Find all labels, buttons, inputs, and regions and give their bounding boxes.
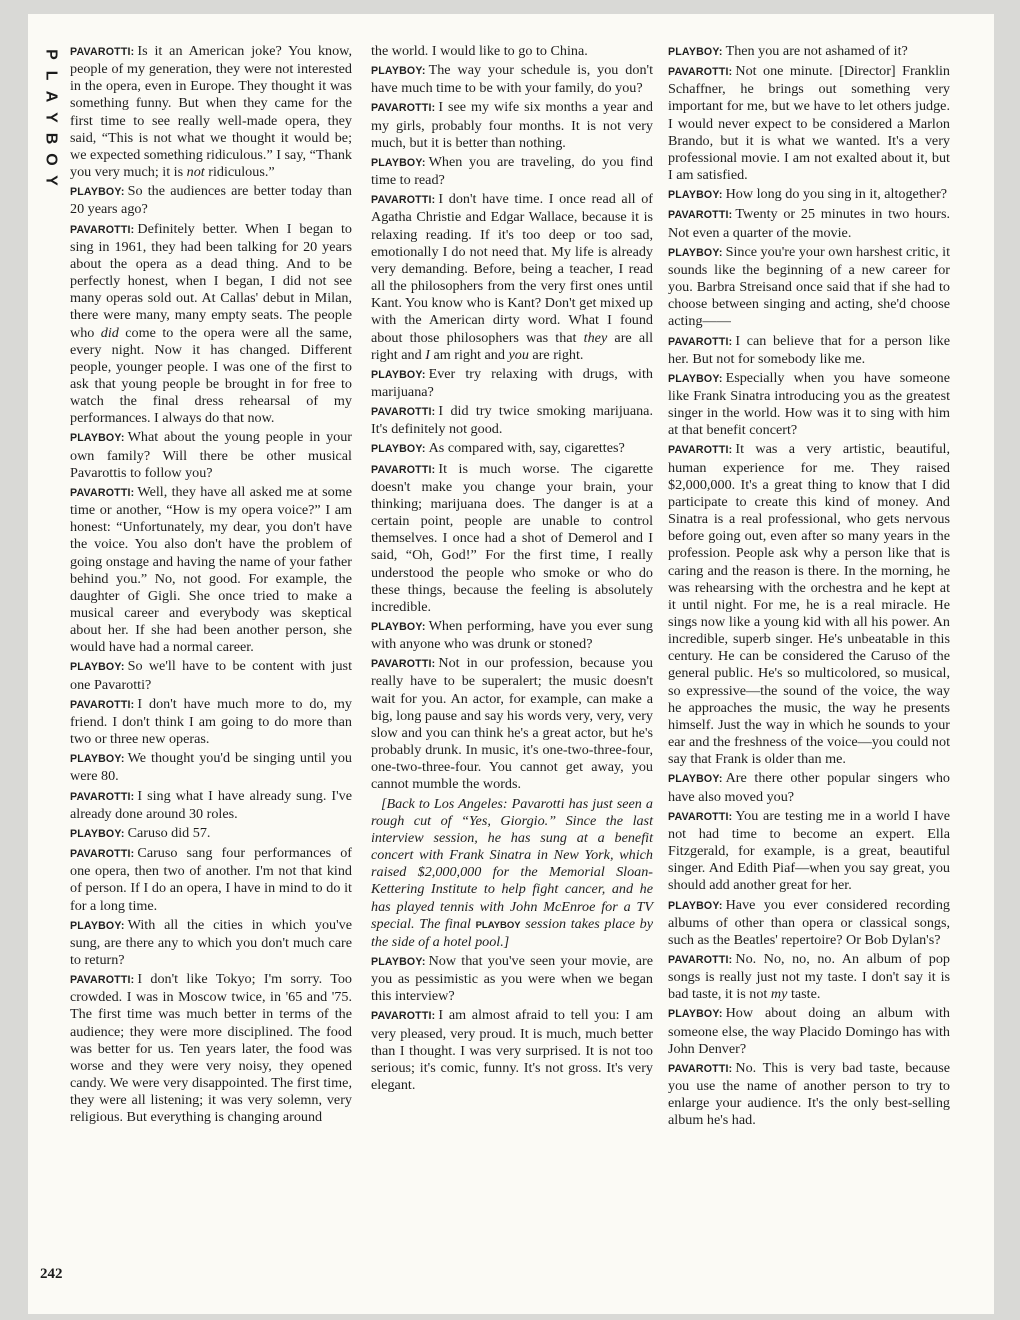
interview-paragraph bbox=[371, 1007, 653, 1094]
emphasis-text: my bbox=[770, 986, 788, 1003]
paragraph-text: Definitely better. When I began to sing in 1961, they had been talking for 20 years about the opera as a dead thing. And to be perfectly honest, when I began, I did not see many operas sold out. At Callas' debut in Milan, there were many, many empty seats. The people who bbox=[70, 220, 352, 341]
paragraph-text: are right. bbox=[528, 346, 584, 363]
paragraph-text: I sing what I have already sung. I've already done around 30 roles. bbox=[70, 787, 352, 822]
interview-paragraph bbox=[70, 788, 352, 823]
speaker-label: PLAYBOY: bbox=[371, 368, 426, 381]
interview-paragraph bbox=[668, 206, 950, 241]
paragraph-text: are all right and bbox=[371, 329, 654, 363]
paragraph-text: session takes place by the side of a hotel pool.] bbox=[371, 915, 653, 950]
paragraph-text: Twenty or 25 minutes in two hours. Not even a quarter of the movie. bbox=[668, 206, 950, 241]
interview-paragraph bbox=[70, 696, 352, 748]
speaker-label: PLAYBOY: bbox=[371, 443, 426, 456]
interview-paragraph bbox=[371, 99, 653, 151]
paragraph-text: With all the cities in which you've sung, are there any to which you don't much care to return? bbox=[70, 916, 352, 968]
magazine-side-title bbox=[38, 44, 58, 191]
speaker-label: PLAYBOY: bbox=[70, 753, 125, 766]
speaker-label: PAVAROTTI: bbox=[668, 953, 733, 966]
side-title-letter: A bbox=[42, 90, 60, 103]
paragraph-text: How long do you sing in it, altogether? bbox=[725, 186, 948, 203]
speaker-label: PAVAROTTI: bbox=[668, 444, 733, 457]
paragraph-text: Have you ever considered recording albums of other than opera or classical songs, such as the Beatles' repertoire? Or Bob Dylan's? bbox=[668, 896, 950, 948]
paragraph-text: Not one minute. [Director] Franklin Schaffner, he brings out something very important for me, but we have to let others judge. I would never expect to be considered a Marlon Brando, but it is what we wanted. It's a very professional movie. I am not exalted about it, but I am satisfied. bbox=[668, 63, 950, 184]
interview-paragraph bbox=[70, 484, 352, 657]
interview-paragraph bbox=[70, 43, 352, 181]
side-title-letter: P bbox=[42, 49, 60, 60]
speaker-label: PLAYBOY: bbox=[371, 621, 426, 633]
speaker-label: PAVAROTTI: bbox=[70, 848, 135, 861]
interview-paragraph bbox=[70, 221, 352, 428]
speaker-label: PAVAROTTI: bbox=[371, 102, 436, 115]
interview-paragraph bbox=[371, 655, 653, 793]
interview-paragraph bbox=[668, 333, 950, 368]
interview-paragraph bbox=[371, 953, 653, 1005]
interview-paragraph bbox=[668, 186, 950, 204]
paragraph-text: am right and bbox=[429, 346, 509, 363]
interview-paragraph bbox=[371, 62, 653, 97]
interview-paragraph bbox=[668, 1005, 950, 1057]
interview-paragraph bbox=[70, 429, 352, 481]
paragraph-text: So we'll have to be content with just one Pavarotti? bbox=[70, 658, 352, 693]
speaker-label: PAVAROTTI: bbox=[668, 1062, 733, 1075]
interview-paragraph bbox=[371, 440, 653, 458]
speaker-label: PLAYBOY: bbox=[668, 773, 723, 786]
paragraph-text: I don't have much more to do, my friend. I don't think I am going to do more than two or three new operas. bbox=[70, 695, 352, 748]
speaker-label: PAVAROTTI: bbox=[70, 790, 135, 803]
paragraph-text: So the audiences are better today than 20 years ago? bbox=[70, 183, 352, 218]
interview-paragraph bbox=[371, 366, 653, 401]
speaker-label: PLAYBOY: bbox=[70, 432, 125, 445]
speaker-label: PLAYBOY: bbox=[668, 1008, 723, 1021]
speaker-label: PAVAROTTI: bbox=[70, 974, 135, 987]
speaker-label: PAVAROTTI: bbox=[371, 406, 436, 419]
emphasis-text: they bbox=[583, 329, 608, 346]
paragraph-text: When performing, have you ever sung with anyone who was drunk or stoned? bbox=[371, 618, 653, 653]
interview-paragraph bbox=[668, 1060, 950, 1130]
side-title-letter: B bbox=[42, 132, 60, 145]
paragraph-text: How about doing an album with someone else, the way Placido Domingo has with John Denver? bbox=[668, 1005, 950, 1057]
speaker-label: PAVAROTTI: bbox=[668, 335, 733, 348]
paragraph-text: The way your schedule is, you don't have much time to be with your family, do you? bbox=[371, 62, 653, 97]
interview-paragraph bbox=[668, 244, 950, 331]
paragraph-text: We thought you'd be singing until you were 80. bbox=[70, 750, 352, 785]
paragraph-text: come to the opera were all the same, every night. Now it has changed. Different people, younger people. I was one of the first to ask that young people be brought in for free to watch the final dress rehearsal of my performances. I always do that now. bbox=[70, 324, 352, 427]
speaker-label: PAVAROTTI: bbox=[371, 194, 436, 207]
paragraph-text: taste. bbox=[787, 986, 821, 1003]
paragraph-text: ridiculous.” bbox=[204, 164, 275, 181]
paragraph-text: I see my wife six months a year and my girls, probably four months. It is not very much, but it is better than nothing. bbox=[371, 99, 653, 151]
paragraph-text: Especially when you have someone like Frank Sinatra introducing you as the greatest singer in the world. How was it to sing with him at that benefit concert? bbox=[668, 369, 950, 439]
emphasis-text: did bbox=[100, 324, 119, 341]
interview-paragraph bbox=[371, 618, 653, 653]
speaker-label: PAVAROTTI: bbox=[70, 223, 135, 236]
speaker-label: PAVAROTTI: bbox=[668, 209, 733, 222]
paragraph-text: What about the young people in your own family? Will there be other musical Pavarottis to follow you? bbox=[70, 429, 352, 481]
paragraph-text: Is it an American joke? You know, people of my generation, they were not interested in the opera, even in Europe. They thought it was something funny. But when they came for the first time to see really well-made opera, they said, “This is not what we thought it would be; we expected something ridiculous.” I say, “Thank you very much; it is bbox=[70, 43, 352, 181]
paragraph-text: I am almost afraid to tell you: I am very pleased, very proud. It is much, much better than I thought. I was very surprised. It is not too serious; it's comic, funny. It's not gross. It's very elegant. bbox=[371, 1007, 653, 1094]
paragraph-text: Not in our profession, because you really have to be superalert; the music doesn't wait for you. An actor, for example, can make a big, long pause and say his words very, very, very slow and you can think he's a great actor, but he's probably drunk. In music, it's one-two-three-four, one-two-three-four. You cannot get away, you cannot mumble the words. bbox=[371, 655, 653, 793]
speaker-label: PLAYBOY: bbox=[371, 65, 426, 78]
interview-paragraph bbox=[668, 951, 950, 1003]
paragraph-text: I did try twice smoking marijuana. It's definitely not good. bbox=[371, 403, 653, 438]
emphasis-text: I bbox=[425, 346, 430, 363]
interview-paragraph bbox=[70, 183, 352, 218]
interview-paragraph bbox=[70, 971, 352, 1126]
interview-paragraph bbox=[371, 43, 653, 60]
interview-paragraph bbox=[371, 191, 653, 364]
interview-paragraph bbox=[668, 43, 950, 61]
paragraph-text: Caruso did 57. bbox=[127, 824, 211, 841]
interview-paragraph bbox=[668, 441, 950, 768]
speaker-label: PAVAROTTI: bbox=[668, 810, 733, 823]
page-number: 242 bbox=[40, 1266, 63, 1282]
speaker-label: PLAYBOY: bbox=[70, 827, 125, 840]
speaker-label: PAVAROTTI: bbox=[371, 463, 436, 476]
interview-paragraph bbox=[70, 917, 352, 969]
small-caps-text: PLAYBOY bbox=[475, 919, 521, 931]
speaker-label: PLAYBOY: bbox=[70, 661, 125, 674]
speaker-label: PLAYBOY: bbox=[371, 955, 426, 968]
speaker-label: PLAYBOY: bbox=[70, 186, 125, 199]
speaker-label: PLAYBOY: bbox=[668, 899, 723, 912]
paragraph-text: the world. I would like to go to China. bbox=[371, 43, 588, 59]
paragraph-text: Since you're your own harshest critic, it sounds like the beginning of a new career for you. Barbra Streisand once said that if she had to choose between singing and acting, she'd choose acting—— bbox=[668, 243, 950, 330]
speaker-label: PAVAROTTI: bbox=[70, 698, 135, 711]
paragraph-text: No. This is very bad taste, because you use the name of another person to try to enlarge your audience. It's the only best-selling album he's had. bbox=[668, 1059, 950, 1129]
paragraph-text: I don't have time. I once read all of Agatha Christie and Edgar Wallace, because it is relaxing reading. If it's too deep or too sad, emotionally I do not need that. My life is already very demanding. Before, being a teacher, I read all the philosophers from the very first ones until Kant. You know who is Kant? Don't get mixed up with the American dirty word. What I found about those philosophers was that bbox=[371, 191, 653, 346]
interview-paragraph bbox=[70, 825, 352, 843]
magazine-page bbox=[28, 14, 994, 1314]
text-column-1 bbox=[70, 43, 352, 1129]
interview-paragraph bbox=[668, 897, 950, 949]
side-title-letter: Y bbox=[42, 175, 60, 186]
speaker-label: PAVAROTTI: bbox=[668, 66, 733, 79]
paragraph-text: Ever try relaxing with drugs, with marijuana? bbox=[371, 365, 653, 400]
editorial-interlude bbox=[371, 796, 653, 951]
paragraph-text: Now that you've seen your movie, are you as pessimistic as you were when we began this interview? bbox=[371, 952, 653, 1005]
speaker-label: PAVAROTTI: bbox=[70, 46, 135, 58]
speaker-label: PLAYBOY: bbox=[371, 156, 426, 169]
text-column-3 bbox=[668, 43, 950, 1132]
emphasis-text: not bbox=[186, 164, 205, 181]
speaker-label: PLAYBOY: bbox=[70, 919, 125, 932]
interview-paragraph bbox=[70, 845, 352, 915]
paragraph-text: No. No, no, no. An album of pop songs is really just not my taste. I don't say it is bad taste, it is not bbox=[668, 950, 950, 1003]
speaker-label: PLAYBOY: bbox=[668, 372, 723, 385]
speaker-label: PAVAROTTI: bbox=[70, 486, 135, 499]
interview-paragraph bbox=[668, 770, 950, 805]
paragraph-text: [Back to Los Angeles: Pavarotti has just seen a rough cut of “Yes, Giorgio.” Since the last interview session, he has sung at a benefit concert with Frank Sinatra in New York, which raised $2,000,000 for the Memorial Sloan-Kettering Institute to help fight cancer, and he has played tennis with John McEnroe for a TV special. The final bbox=[371, 795, 653, 932]
side-title-letter: L bbox=[42, 70, 60, 81]
paragraph-text: I don't like Tokyo; I'm sorry. Too crowded. I was in Moscow twice, in '65 and '75. The first time was much better in terms of the audience; they were more disciplined. The food was better for us. Ten years later, the food was worse and they were very noisy, they opened candy. We were very disappointed. The first time, they were all listening; it was very solemn, very religious. But everything is changing around bbox=[70, 971, 352, 1126]
interview-paragraph bbox=[70, 658, 352, 693]
emphasis-text: you bbox=[508, 346, 529, 363]
speaker-label: PLAYBOY: bbox=[668, 46, 723, 58]
paragraph-text: When you are traveling, do you find time to read? bbox=[371, 153, 653, 189]
interview-paragraph bbox=[371, 461, 653, 616]
paragraph-text: Well, they have all asked me at some time or another, “How is my opera voice?” I am honest: “Unfortunately, my dear, you don't have the voice. You also don't have the problem of going onstage and having the name of your father behind you.” No, not good. For example, the daughter of Gigli. She once tried to make a musical career and everybody was skeptical about her. If she had been another person, she would have had a normal career. bbox=[70, 483, 352, 656]
interview-paragraph bbox=[70, 750, 352, 785]
paragraph-text: It is much worse. The cigarette doesn't make you change your brain, your thinking; marijuana does. The danger is at a certain point, people are unable to control themselves. I once had a shot of Demerol and I said, “Oh, God!” For the first time, I really understood the people who smoke or who do these things, because the feeling is absolutely incredible. bbox=[371, 460, 653, 615]
speaker-label: PAVAROTTI: bbox=[371, 1010, 436, 1023]
interview-paragraph bbox=[371, 154, 653, 189]
paragraph-text: As compared with, say, cigarettes? bbox=[428, 440, 625, 457]
side-title-letter: Y bbox=[42, 112, 60, 123]
paragraph-text: Are there other popular singers who have also moved you? bbox=[668, 770, 950, 805]
paragraph-text: Then you are not ashamed of it? bbox=[725, 43, 908, 59]
interview-paragraph bbox=[668, 63, 950, 184]
paragraph-text: It was a very artistic, beautiful, human experience for me. They raised $2,000,000. It's a great thing to know that I did participate to create this kind of money. And Sinatra is a real professional, who gets nervous before going out, even after so many years in the profession. People ask why a person like that is caring and the reason is there. In the morning, he was rehearsing with the orchestra and he kept at it until night. For me, he is a real miracle. He sings now like a young kid with all his power. An incredible, superb singer. He's unbeatable in this century. He can be considered the Caruso of the general public. He's so multicolored, so musical, so expressive—the sound of the voice, the way he approaches the music, the way he presents himself. Just the way in which he sounds to your ear and the freshness of the voice—you could not say that Frank is older than me. bbox=[668, 441, 950, 768]
interview-paragraph bbox=[668, 370, 950, 440]
paragraph-text: Caruso sang four performances of one opera, then two of another. I'm not that kind of person. If I do an opera, I have in mind to do it for a long time. bbox=[70, 845, 352, 914]
paragraph-text: You are testing me in a world I have not had time to become an expert. Ella Fitzgerald, for example, is a great, beautiful singer. And Edith Piaf—when you say great, you should add another great for her. bbox=[668, 807, 950, 894]
speaker-label: PLAYBOY: bbox=[668, 246, 723, 259]
interview-paragraph bbox=[668, 808, 950, 895]
speaker-label: PAVAROTTI: bbox=[371, 658, 436, 671]
speaker-label: PLAYBOY: bbox=[668, 189, 723, 202]
side-title-letter: O bbox=[42, 153, 60, 166]
paragraph-text: I can believe that for a person like her. But not for somebody like me. bbox=[668, 332, 950, 367]
interview-paragraph bbox=[371, 403, 653, 438]
text-column-2 bbox=[371, 43, 653, 1096]
